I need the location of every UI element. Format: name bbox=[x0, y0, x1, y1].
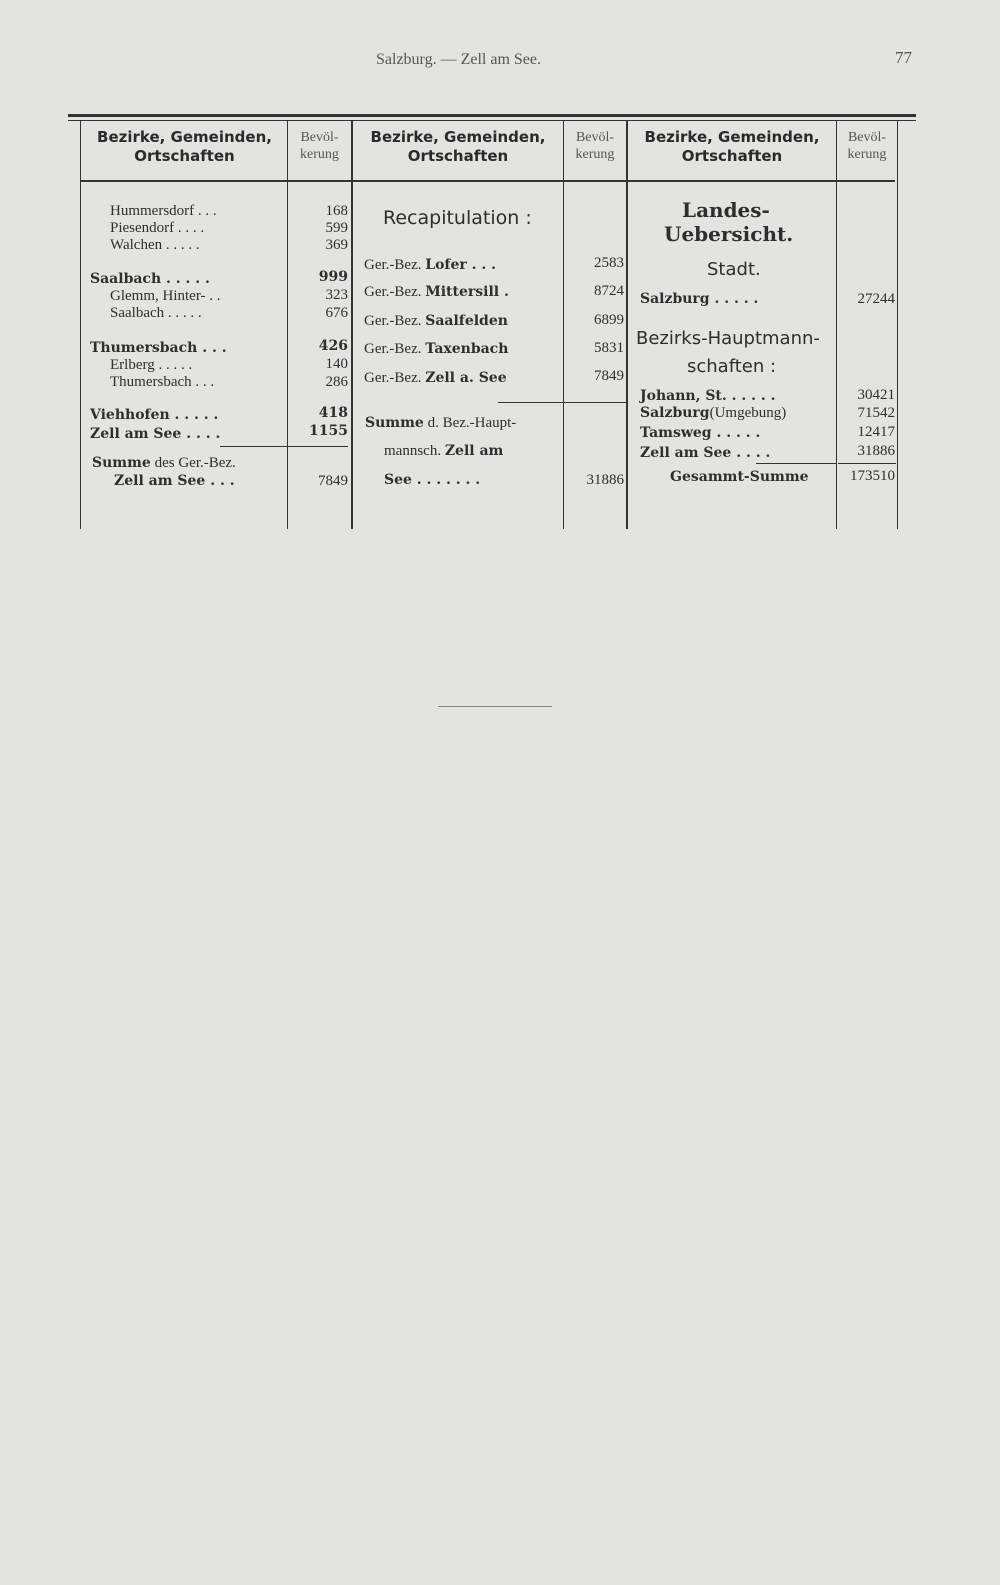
table-top-rule-thick bbox=[68, 114, 916, 117]
district-name: Salzburg bbox=[640, 405, 710, 421]
population-value: 418 bbox=[318, 405, 348, 421]
running-title: Salzburg. — Zell am See. bbox=[376, 51, 541, 68]
sum-rule bbox=[838, 463, 896, 464]
sum-word: Summe bbox=[365, 415, 424, 431]
list-item: Tamsweg . . . . . bbox=[640, 425, 761, 441]
sum-word: Summe bbox=[92, 455, 151, 471]
population-value: 71542 bbox=[857, 405, 895, 421]
sum-rule bbox=[756, 463, 836, 464]
list-item: Erlberg . . . . . bbox=[110, 357, 193, 373]
prefix: Ger.-Bez. bbox=[364, 257, 422, 273]
table-header-rule bbox=[80, 180, 895, 182]
population-value: 323 bbox=[325, 287, 348, 303]
heading-line2: kerung bbox=[575, 147, 615, 162]
heading-line2: kerung bbox=[847, 147, 887, 162]
population-value: 30421 bbox=[857, 387, 895, 403]
district-name: Lofer . . . bbox=[425, 257, 496, 273]
sum-rule bbox=[498, 402, 626, 403]
col1-pop-heading bbox=[288, 129, 351, 163]
col2-name-heading bbox=[353, 128, 563, 166]
col-divider-3 bbox=[351, 120, 353, 529]
list-item: Zell am See . . . . bbox=[90, 426, 221, 442]
sum-label bbox=[92, 455, 236, 472]
list-item: Walchen . . . . . bbox=[110, 237, 200, 253]
list-item bbox=[640, 405, 786, 422]
list-item bbox=[364, 257, 496, 274]
population-value: 168 bbox=[325, 203, 348, 219]
list-item bbox=[364, 370, 507, 387]
list-item: Saalbach . . . . . bbox=[110, 305, 202, 321]
population-value: 369 bbox=[325, 237, 348, 253]
heading-line2: Ortschaften bbox=[134, 147, 235, 165]
sum-value: 7849 bbox=[318, 473, 348, 489]
recapitulation-heading: Recapitulation : bbox=[383, 207, 532, 229]
population-value: 599 bbox=[325, 220, 348, 236]
list-item bbox=[364, 284, 509, 301]
heading-line1: Bevöl- bbox=[847, 130, 887, 145]
list-item: Thumersbach . . . bbox=[110, 374, 215, 390]
table-top-rule-thin bbox=[68, 120, 916, 121]
list-item: Johann, St. . . . . . bbox=[640, 388, 776, 404]
heading-line2: Ortschaften bbox=[407, 147, 509, 165]
prefix: Ger.-Bez. bbox=[364, 370, 422, 386]
population-value: 31886 bbox=[857, 443, 895, 459]
col2-pop-heading bbox=[564, 129, 626, 163]
heading-line1: Bevöl- bbox=[575, 130, 615, 145]
district-qualifier: (Umgebung) bbox=[709, 405, 787, 421]
col3-name-heading bbox=[628, 128, 836, 166]
grand-total-label: Gesammt-Summe bbox=[670, 469, 809, 485]
heading-line1: Bezirke, Gemeinden, bbox=[644, 128, 820, 146]
population-value: 676 bbox=[325, 305, 348, 321]
heading-line2: kerung bbox=[300, 147, 339, 162]
population-value: 8724 bbox=[594, 283, 624, 299]
sum-label-line2 bbox=[384, 443, 503, 460]
list-item: Thumersbach . . . bbox=[90, 340, 227, 356]
list-item: Zell am See . . . . bbox=[640, 445, 771, 461]
heading-line2: Ortschaften bbox=[681, 147, 783, 165]
prefix: Ger.-Bez. bbox=[364, 313, 422, 329]
district-name: Mittersill . bbox=[425, 284, 509, 300]
col1-name-heading bbox=[82, 128, 287, 166]
landes-heading: Landes- bbox=[682, 198, 770, 222]
population-value: 286 bbox=[325, 374, 348, 390]
list-item: Piesendorf . . . . bbox=[110, 220, 205, 236]
col-divider-5 bbox=[626, 120, 628, 529]
list-item bbox=[364, 341, 508, 358]
sum-label-line2: Zell am See . . . bbox=[114, 473, 235, 489]
col-divider-7 bbox=[897, 120, 898, 529]
sum-label bbox=[365, 415, 516, 432]
col-divider-6 bbox=[836, 120, 837, 529]
bezirke-heading-line2: schaften : bbox=[687, 356, 777, 377]
district-name: Zell a. See bbox=[425, 370, 507, 386]
population-value: 27244 bbox=[857, 291, 895, 307]
population-value: 426 bbox=[318, 338, 348, 354]
list-item: Salzburg . . . . . bbox=[640, 291, 759, 307]
sum-value: 31886 bbox=[586, 472, 624, 488]
population-value: 999 bbox=[318, 269, 348, 285]
heading-line1: Bezirke, Gemeinden, bbox=[97, 128, 272, 146]
sum-part-bold: Zell am bbox=[444, 443, 504, 459]
col-divider-2 bbox=[287, 120, 288, 529]
prefix: Ger.-Bez. bbox=[364, 284, 422, 300]
list-item bbox=[364, 313, 508, 330]
district-name: Saalfelden bbox=[425, 313, 508, 329]
grand-total-value: 173510 bbox=[850, 468, 895, 484]
list-item: Glemm, Hinter- . . bbox=[110, 288, 221, 304]
bezirke-heading: Bezirks-Hauptmann- bbox=[636, 328, 820, 349]
list-item: Hummersdorf . . . bbox=[110, 203, 217, 219]
sum-rest: d. Bez.-Haupt- bbox=[427, 415, 517, 431]
stadt-heading: Stadt. bbox=[707, 259, 761, 280]
col3-pop-heading bbox=[837, 129, 897, 163]
population-value: 2583 bbox=[594, 255, 624, 271]
prefix: Ger.-Bez. bbox=[364, 341, 422, 357]
district-name: Taxenbach bbox=[425, 341, 509, 357]
landes-heading-line2: Uebersicht. bbox=[664, 222, 794, 246]
sum-rest: des Ger.-Bez. bbox=[154, 455, 236, 471]
heading-line1: Bezirke, Gemeinden, bbox=[370, 128, 546, 146]
population-value: 7849 bbox=[594, 368, 624, 384]
sum-part: mannsch. bbox=[384, 443, 442, 459]
heading-line1: Bevöl- bbox=[300, 130, 339, 145]
col-divider-4 bbox=[563, 120, 564, 529]
list-item: Viehhofen . . . . . bbox=[90, 407, 219, 423]
col-divider-1 bbox=[80, 120, 81, 529]
population-value: 140 bbox=[325, 356, 348, 372]
end-rule bbox=[438, 706, 552, 707]
sum-label-line3: See . . . . . . . bbox=[384, 472, 481, 488]
population-value: 12417 bbox=[857, 424, 895, 440]
population-value: 5831 bbox=[594, 340, 624, 356]
page-number: 77 bbox=[895, 48, 912, 67]
population-value: 6899 bbox=[594, 312, 624, 328]
population-value: 1155 bbox=[309, 423, 348, 439]
sum-rule bbox=[220, 446, 348, 447]
list-item: Saalbach . . . . . bbox=[90, 271, 210, 287]
